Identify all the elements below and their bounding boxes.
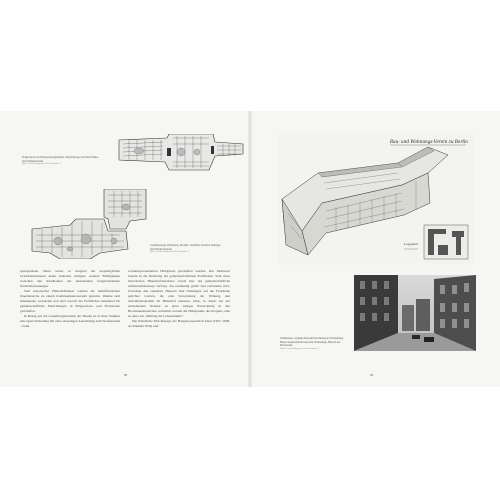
right-page xyxy=(250,111,500,387)
perspective-drawing xyxy=(278,133,474,265)
caption-bottom xyxy=(150,244,222,255)
book-spread xyxy=(0,111,500,387)
caption-bottom-text: Grundrisszeuge Wittenberg, Modelle: Grundriss zwischen Danziger- und Marchwitzstraße xyxy=(150,244,222,251)
drawing-label: Bau- und Wohnungs-Verein zu Berlin xyxy=(390,139,468,144)
photo-caption-credit: Quelle: Archiv Bürgerverein Luisenstadt e.V. xyxy=(280,347,320,350)
floor-plan-top xyxy=(117,134,245,172)
caption-top xyxy=(22,156,102,167)
text-column-1 xyxy=(20,269,120,329)
caption-top-credit: Quelle: Archiv Bürgerverein Luisenstadt e.V. xyxy=(22,163,62,166)
paragraph: Statt historischer Hinterhofhäuser wurden die halböffentlichen Innenbereiche zu einem Kommunikationsraum gestaltet. Räume sind miteinander verbunden und sind sowohl die Freiflächen bestehend für gemeinschaftliche Einrichtungen in Erdgeschoss- und Hochzonen geschaffen. xyxy=(20,289,120,313)
photo-caption-text: Wohnanlage, originale Perspektivzeichnung der Wohnanlage. Heute: Kulturzentrum Ideal und Wohnanlage, Blick in die Privatstraße. xyxy=(280,337,344,348)
page-number-right: 89 xyxy=(370,373,374,377)
page-number-left: 88 xyxy=(124,373,128,377)
paragraph: wohnungsorientierten Halbgärten geschaffen wurden. Der Mehrwert besteht in der Belebung der gemeinschaftlichen Freiflächen. Statt eines historischen Hinterhofcharakters wurde hier das gemeinschaftliche Außenraumkonzept verfolgt, das nachhaltig gelebt und verbunden wird. Zwischen den einzelnen Hausern sind Nutzungen auf die Freiräume gerichtet worden, die eine Verwendung der Wirkung und Aufenthaltsqualität im Hinterhof zulassen. Dass, in dieser Art der entstehenden Struktur zu einer stetigen Entwicklung in den Blockinnenbereichen vermittelt werden die Höhepunkte des Projekts, eine zu einer Art „Hellung der Lebensräume“. xyxy=(128,269,230,318)
left-page xyxy=(0,111,250,387)
svg-text:Lageplan: Lageplan xyxy=(404,242,419,246)
paragraph: Quergebäude. Muss weiter in steigend der ursprünglichen Grundrisstrukturen keine zentralen Anlagen, sondern Einfügungen zwischen den Randbauten der bestehenden fortgeschrittenen Nachbarbebauungen. xyxy=(20,269,120,288)
photo-caption xyxy=(280,337,348,351)
paragraph: Die Wendische Mol-Passage der Baugenossenschaft Ideal (1907–1908, Architekten Willy und xyxy=(128,319,230,328)
street-photo xyxy=(354,275,476,351)
text-column-2 xyxy=(128,269,230,329)
paragraph: In Bezug auf die Grundrissgestaltung der Bauten ist in ihrer Struktur eine Querverbindung mit einer einseitigen Ausrichtung zum Straßenraum – beim xyxy=(20,314,120,328)
caption-top-text: Erdgeschoss und Obergeschossgrundriss, Ideal-Passage zwischen Franke- und Waldemarstraße xyxy=(22,156,99,163)
floor-plan-bottom xyxy=(30,189,150,259)
caption-bottom-credit: Quelle: Archiv Bürgerverein Luisenstadt e.V. xyxy=(150,251,190,254)
